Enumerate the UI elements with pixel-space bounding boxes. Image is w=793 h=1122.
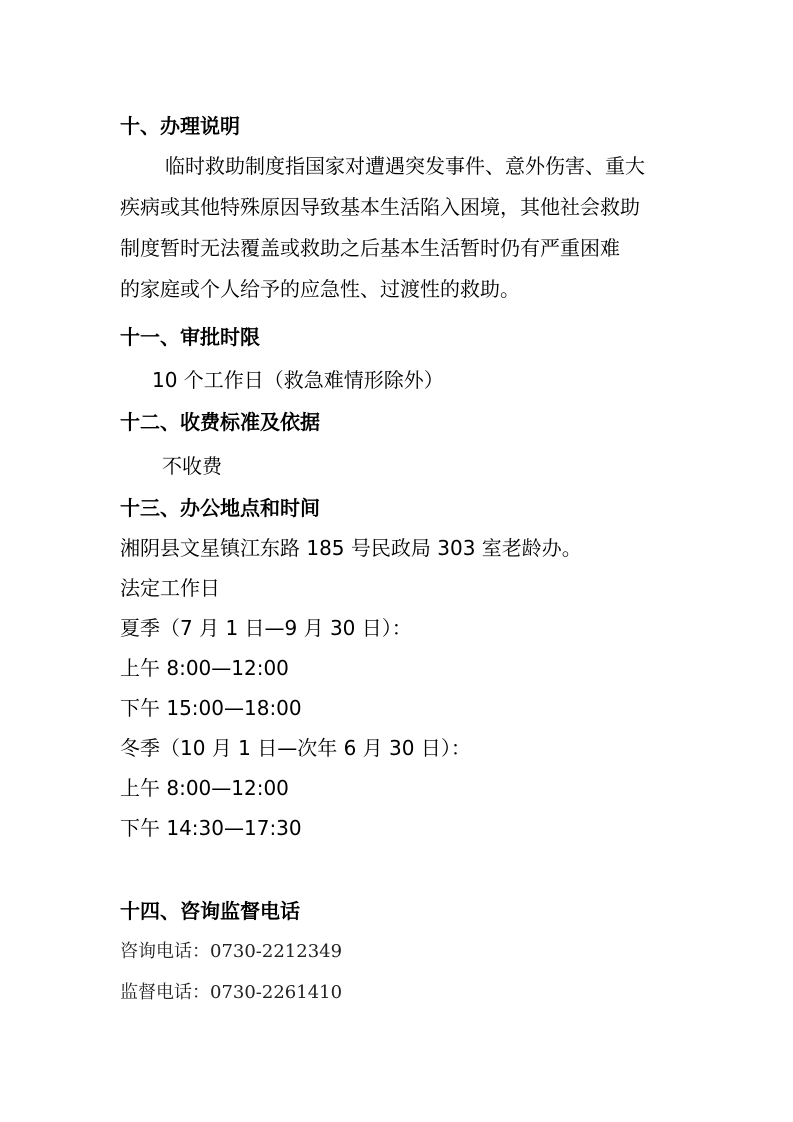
section-heading-handling-instructions: 十、办理说明	[120, 114, 240, 138]
summer-morning-hours: 上午 8:00—12:00	[120, 656, 289, 680]
paragraph-line: 制度暂时无法覆盖或救助之后基本生活暂时仍有严重困难	[120, 236, 620, 260]
paragraph-line: 疾病或其他特殊原因导致基本生活陷入困境，其他社会救助	[120, 195, 640, 219]
summer-afternoon-hours: 下午 15:00—18:00	[120, 696, 302, 720]
office-address: 湘阴县文星镇江东路 185 号民政局 303 室老龄办。	[120, 536, 582, 560]
section-heading-fee-standard: 十二、收费标准及依据	[120, 410, 320, 434]
winter-afternoon-hours: 下午 14:30—17:30	[120, 816, 302, 840]
winter-period: 冬季（10 月 1 日—次年 6 月 30 日）：	[120, 736, 471, 760]
paragraph-line: 临时救助制度指国家对遭遇突发事件、意外伤害、重大	[165, 154, 645, 178]
supervise-phone: 监督电话：0730-2261410	[120, 982, 343, 1003]
approval-time-text: 10 个工作日（救急难情形除外）	[152, 368, 444, 392]
section-heading-consult-supervise-phone: 十四、咨询监督电话	[120, 899, 300, 923]
fee-text: 不收费	[162, 454, 222, 478]
section-heading-office-location-hours: 十三、办公地点和时间	[120, 496, 320, 520]
working-days-label: 法定工作日	[120, 576, 220, 600]
consult-phone: 咨询电话：0730-2212349	[120, 941, 343, 962]
paragraph-line: 的家庭或个人给予的应急性、过渡性的救助。	[120, 277, 520, 301]
section-heading-approval-time-limit: 十一、审批时限	[120, 325, 260, 349]
winter-morning-hours: 上午 8:00—12:00	[120, 776, 289, 800]
summer-period: 夏季（7 月 1 日—9 月 30 日）：	[120, 616, 412, 640]
